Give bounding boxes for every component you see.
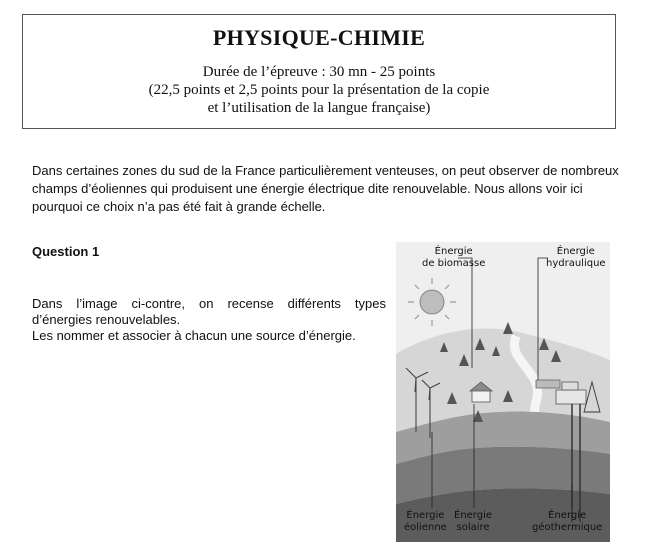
exam-points-detail: (22,5 points et 2,5 points pour la présentation de la copie	[148, 82, 490, 98]
exam-duration: Durée de l’épreuve : 30 mn - 25 points	[202, 64, 436, 80]
question-title: Question 1	[32, 244, 100, 259]
label-biomass-energy: Énergie de biomasse	[422, 246, 486, 269]
label-wind-energy: Énergie éolienne	[404, 510, 447, 533]
renewable-energy-illustration	[396, 242, 610, 542]
intro-paragraph: Dans certaines zones du sud de la France particulièrement venteuses, on peut observer de nombreux champs d’éoliennes qui produisent une énergie électrique dite renouvelable. Nous allons voir ici pourquoi ce choix n’a pas été fait à grande échelle.	[32, 163, 619, 214]
question-text	[32, 296, 386, 344]
question-paragraph-2: Les nommer et associer à chacun une source d’énergie.	[32, 328, 356, 343]
label-hydraulic-energy: Énergie hydraulique	[546, 246, 606, 269]
exam-title: PHYSIQUE-CHIMIE	[212, 25, 426, 50]
label-geothermal-energy: Énergie géothermique	[532, 510, 603, 533]
exam-header	[22, 14, 616, 129]
exam-points-detail-cont: et l’utilisation de la langue française)	[207, 100, 431, 116]
label-solar-energy: Énergie solaire	[454, 510, 493, 533]
landscape-drawing	[396, 242, 610, 542]
question-paragraph-1: Dans l’image ci-contre, on recense différents types d’énergies renouvelables.	[32, 296, 386, 327]
